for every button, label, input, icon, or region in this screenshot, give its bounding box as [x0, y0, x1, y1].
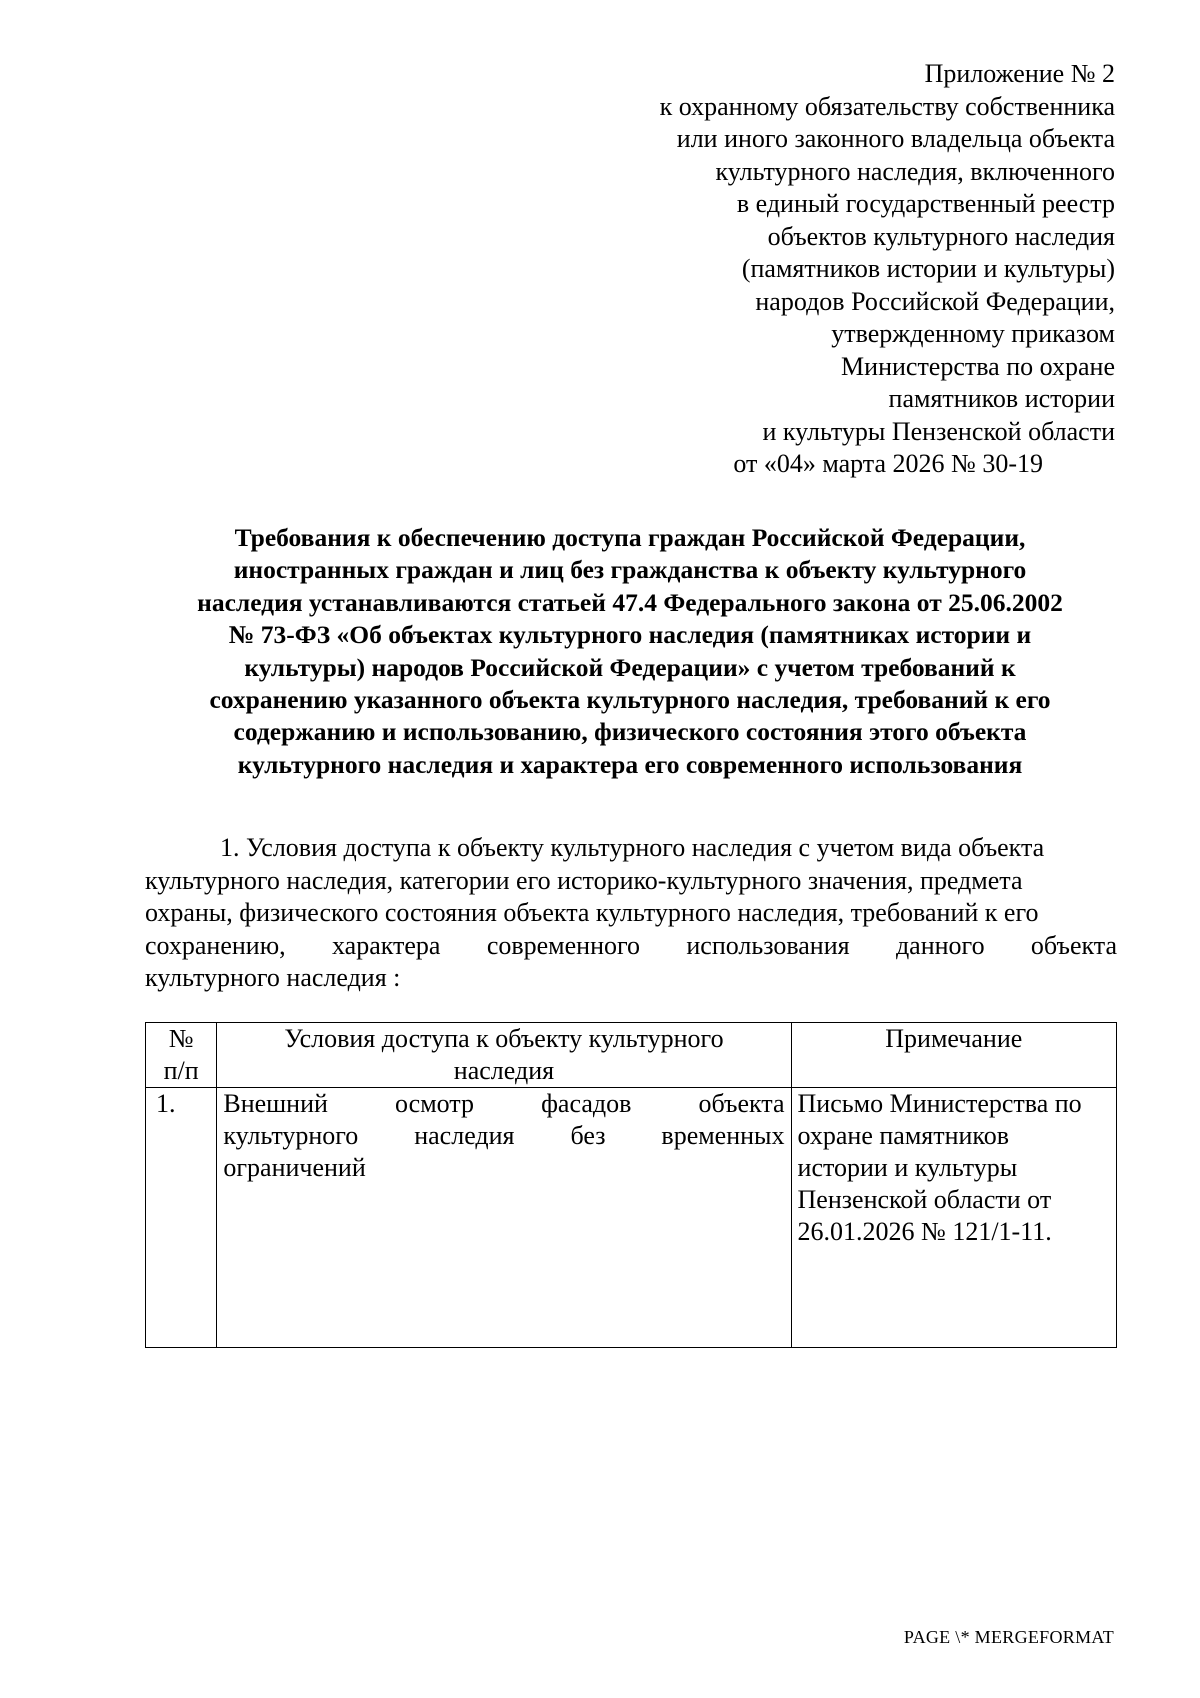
note-line: Письмо Министерства по [797, 1089, 1082, 1118]
access-conditions-table [145, 1022, 1117, 1348]
row-num: 1. [146, 1088, 217, 1348]
note-line: Пензенской области от [797, 1185, 1052, 1214]
appendix-line: в единый государственный реестр [736, 189, 1115, 218]
header-note: Примечание [791, 1023, 1116, 1088]
title-line: культурного наследия и характера его современного использования [237, 749, 1023, 779]
header-num-line: № [168, 1024, 194, 1053]
header-num-line: п/п [163, 1056, 199, 1085]
title-line: наследия устанавливаются статьей 47.4 Федерального закона от 25.06.2002 [197, 587, 1063, 617]
row-conditions [217, 1088, 791, 1348]
conditions-line: ограничений [223, 1153, 366, 1182]
paragraph-line: охраны, физического состояния объекта культурного наследия, требований к его [145, 898, 1039, 927]
appendix-line: народов Российской Федерации, [755, 286, 1115, 316]
conditions-line: Внешний осмотр фасадов объекта [223, 1089, 785, 1118]
appendix-line: Министерства по охране [841, 351, 1115, 381]
page-footer-field: PAGE \* MERGEFORMAT [903, 1627, 1114, 1647]
section-1-paragraph [145, 832, 1117, 995]
header-num [146, 1023, 217, 1088]
conditions-line: культурного наследия без временных [223, 1121, 785, 1150]
title-line: Требования к обеспечению доступа граждан Российской Федерации, [234, 523, 1026, 552]
title-line: иностранных граждан и лиц без гражданства к объекту культурного [233, 555, 1027, 585]
appendix-line: культурного наследия, включенного [715, 156, 1115, 186]
title-line: сохранению указанного объекта культурного наследия, требований к его [209, 685, 1051, 715]
paragraph-line: 1. Условия доступа к объекту культурного наследия с учетом вида объекта [220, 833, 1045, 862]
paragraph-line: культурного наследия : [145, 963, 401, 992]
appendix-line: Приложение № 2 [924, 59, 1115, 88]
table-header-row [146, 1023, 1117, 1088]
title-line: содержанию и использованию, физического состояния этого объекта [233, 717, 1027, 747]
header-conditions-line: наследия [453, 1056, 555, 1085]
note-line: охране памятников [797, 1121, 1010, 1150]
table-row [146, 1088, 1117, 1348]
note-line: истории и культуры [797, 1153, 1018, 1182]
appendix-line: и культуры Пензенской области [762, 416, 1115, 446]
title-line: культуры) народов Российской Федерации» с учетом требований к [244, 652, 1016, 682]
title-line: № 73-ФЗ «Об объектах культурного наследия (памятниках истории и [228, 620, 1032, 650]
appendix-line: утвержденному приказом [831, 319, 1115, 348]
appendix-header [555, 58, 1115, 481]
header-conditions [217, 1023, 791, 1088]
paragraph-line: сохранению, характера современного использования данного объекта [145, 930, 1117, 960]
appendix-line: объектов культурного наследия [767, 221, 1115, 251]
paragraph-line: культурного наследия, категории его историко-культурного значения, предмета [145, 865, 1023, 895]
row-note [791, 1088, 1116, 1348]
note-line: 26.01.2026 № 121/1-11. [797, 1217, 1052, 1246]
appendix-line: (памятников истории и культуры) [741, 254, 1115, 283]
appendix-line: к охранному обязательству собственника [659, 91, 1115, 121]
appendix-line: памятников истории [888, 384, 1115, 413]
header-conditions-line: Условия доступа к объекту культурного [284, 1024, 724, 1053]
appendix-date-line: от «04» марта 2026 № 30-19 [733, 449, 1043, 478]
document-title [145, 522, 1115, 781]
appendix-line: или иного законного владельца объекта [676, 124, 1115, 153]
